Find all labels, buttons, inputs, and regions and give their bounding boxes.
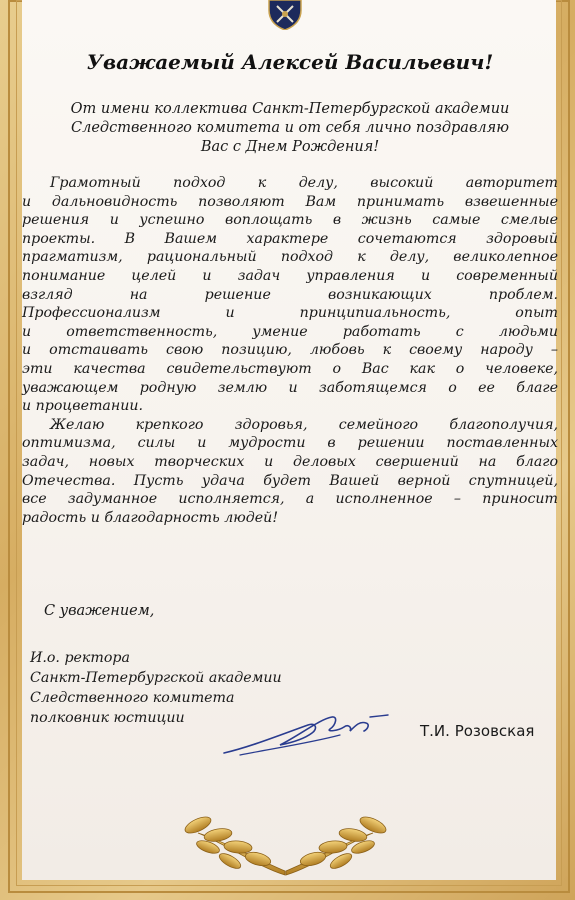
signer-title-line: Следственного комитета xyxy=(30,690,235,706)
body-line: и ответственность, умение работать с людьми xyxy=(22,323,558,340)
signer-title-line: Санкт-Петербургской академии xyxy=(30,670,282,686)
body-line: и отстаивать свою позицию, любовь к своему народу – xyxy=(22,342,558,359)
body-line: понимание целей и задач управления и современный xyxy=(22,267,558,284)
intro-line: Следственного комитета и от себя лично поздравляю xyxy=(71,120,509,136)
body-line: проекты. В Вашем характере сочетаются здоровый xyxy=(22,230,558,247)
body-line: и процветании. xyxy=(22,398,144,415)
body-line: радость и благодарность людей! xyxy=(22,509,279,526)
body-line: уважающем родную землю и заботящемся о ее благе xyxy=(22,379,558,396)
letter-intro xyxy=(40,100,540,157)
signer-name: Т.И. Розовская xyxy=(420,722,535,740)
body-line: оптимизма, силы и мудрости в решении поставленных xyxy=(22,435,558,452)
letter-closing: С уважением, xyxy=(44,603,155,619)
intro-line: От имени коллектива Санкт-Петербургской академии xyxy=(70,101,510,117)
body-line: Отечества. Пусть удача будет Вашей верной спутницей, xyxy=(22,472,558,489)
body-line: прагматизм, рациональный подход к делу, великолепное xyxy=(22,249,558,266)
intro-line: Вас с Днем Рождения! xyxy=(200,139,380,155)
body-line: эти качества свидетельствуют о Вас как о человеке, xyxy=(22,360,558,377)
signer-title-line: полковник юстиции xyxy=(30,710,185,726)
body-line: Желаю крепкого здоровья, семейного благополучия, xyxy=(50,416,558,433)
shield-emblem-icon xyxy=(265,0,305,30)
letter-body xyxy=(22,174,558,527)
body-line: задач, новых творческих и деловых свершений на благо xyxy=(22,453,558,470)
body-line: все задуманное исполняется, а исполненное – приносит xyxy=(22,491,558,508)
body-line: и дальновидность позволяют Вам принимать взвешенные xyxy=(22,193,558,210)
body-line: взгляд на решение возникающих проблем. xyxy=(22,286,558,303)
laurel-wreath-icon xyxy=(168,805,403,880)
signer-title-line: И.о. ректора xyxy=(30,650,130,666)
letter-salutation: Уважаемый Алексей Васильевич! xyxy=(86,50,494,74)
body-line: Грамотный подход к делу, высокий авторитет xyxy=(50,175,558,191)
body-line: Профессионализм и принципиальность, опыт xyxy=(22,305,558,322)
body-line: решения и успешно воплощать в жизнь самые смелые xyxy=(22,212,558,229)
handwritten-signature xyxy=(220,705,390,760)
